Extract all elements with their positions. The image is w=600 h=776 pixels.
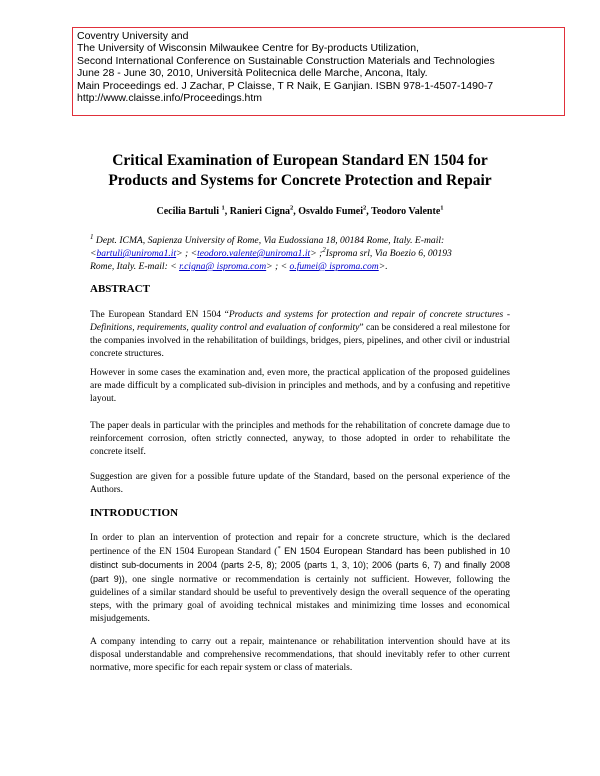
paper-title <box>60 151 540 191</box>
author-affiliation-mark: 1 <box>221 204 225 212</box>
author-affiliation-mark: 2 <box>290 204 294 212</box>
standard-title-italic: Products and systems for protection and repair of concrete structures - Definitions, requirements, quality control and evaluation of conformity <box>90 310 510 333</box>
abstract-paragraph <box>90 309 510 361</box>
affiliation-mark: 2 <box>322 245 326 254</box>
author-separator: , <box>224 206 230 217</box>
author-list <box>60 206 540 217</box>
author-name: Cecilia Bartuli <box>156 206 219 217</box>
header-line: Coventry University and <box>77 30 189 42</box>
email-link[interactable]: r.cigna@ isproma.com <box>179 261 267 272</box>
email-link[interactable]: bartuli@uniroma1.it <box>96 248 177 259</box>
bracket: > <box>310 248 317 259</box>
header-line: Main Proceedings ed. J Zachar, P Claisse, T R Naik, E Ganjian. ISBN 978-1-4507-1490-7 <box>77 79 494 92</box>
introduction-heading: INTRODUCTION <box>90 507 179 519</box>
header-line: June 28 - June 30, 2010, Università Politecnica delle Marche, Ancona, Italy. <box>77 67 428 80</box>
inline-footnote-text: EN 1504 European Standard has been published in 10 distinct sub-documents in 2004 (parts 2-5, 8); 2005 (parts 1, 3, 10); 2006 (parts 6, 7) and finally 2008 (part 9)), <box>90 546 511 584</box>
abstract-paragraph: The paper deals in particular with the principles and methods for the rehabilitation of concrete damage due to reinforcement corrosion, often strictly connected, anyway, to those adopted in order to rehabilitate the concrete itself. <box>90 421 510 457</box>
header-line: The University of Wisconsin Milwaukee Centre for By-products Utilization, <box>77 42 419 55</box>
title-line: Critical Examination of European Standard EN 1504 for <box>112 152 488 169</box>
paragraph-text: ” can be considered a real milestone for the companies involved in the rehabilitation of buildings, bridges, piers, pipelines, and other civil or industrial concrete structures. <box>90 323 511 359</box>
abstract-paragraph: However in some cases the examination and, even more, the practical application of the proposed guidelines are made difficult by a complicated sub-division in principles and methods, and by a confusing and repetitive layout. <box>90 368 510 404</box>
author-affiliation-mark: 2 <box>363 204 367 212</box>
abstract-heading: ABSTRACT <box>90 283 150 295</box>
email-link[interactable]: teodoro.valente@uniroma1.it <box>197 248 311 259</box>
separator: > ; < <box>176 248 198 259</box>
abstract-paragraph: Suggestion are given for a possible future update of the Standard, based on the personal experience of the Authors. <box>90 472 510 495</box>
author-affiliation-mark: 1 <box>440 204 444 212</box>
author-name: Osvaldo Fumei <box>298 206 363 217</box>
author-separator: , <box>293 206 299 217</box>
title-line: Products and Systems for Concrete Protection and Repair <box>108 172 492 189</box>
email-link[interactable]: o.fumei@ isproma.com <box>289 261 379 272</box>
introduction-paragraph: A company intending to carry out a repair, maintenance or rehabilitation intervention should have at its disposal understandable and comprehensive recommendations, that should inevitably refer to other current normative, more specific for each repair system or class of materials. <box>90 637 510 673</box>
separator: ; <box>319 248 323 259</box>
affiliations <box>90 234 522 273</box>
footnote-mark: * <box>277 544 281 552</box>
header-line: Second International Conference on Sustainable Construction Materials and Technologies <box>77 54 495 67</box>
affiliation-text: Isproma srl, Via Boezio 6, 00193 <box>325 248 452 259</box>
introduction-paragraph <box>90 532 510 626</box>
bracket: >. <box>378 261 388 272</box>
paragraph-text: In order to plan an intervention of protection and repair for a concrete structure, which is the declared pertinence of the EN 1504 European Standard ( <box>90 533 510 557</box>
affiliation-text: Rome, Italy. E-mail: < <box>90 261 180 272</box>
paragraph-text: The European Standard EN 1504 “ <box>90 310 229 320</box>
paragraph-text: one single normative or recommendation is certainly not sufficient. However, following the guidelines of a similar standard should be useful to preventively design the overall sequence of the operating steps, with the primary goal of avoiding technical mistakes and minimizing time losses and economical misjudgements. <box>90 575 510 624</box>
header-line: http://www.claisse.info/Proceedings.htm <box>77 92 263 105</box>
author-separator: , <box>366 206 372 217</box>
affiliation-text: Dept. ICMA, Sapienza University of Rome, Via Eudossiana 18, 00184 Rome, Italy. E-mail: <box>93 235 445 246</box>
author-name: Teodoro Valente <box>371 206 441 217</box>
separator: > ; < <box>266 261 290 272</box>
affiliation-mark: 1 <box>90 232 94 241</box>
bracket: < <box>90 248 97 259</box>
proceedings-header-box <box>72 27 565 116</box>
author-name: Ranieri Cigna <box>229 206 291 217</box>
